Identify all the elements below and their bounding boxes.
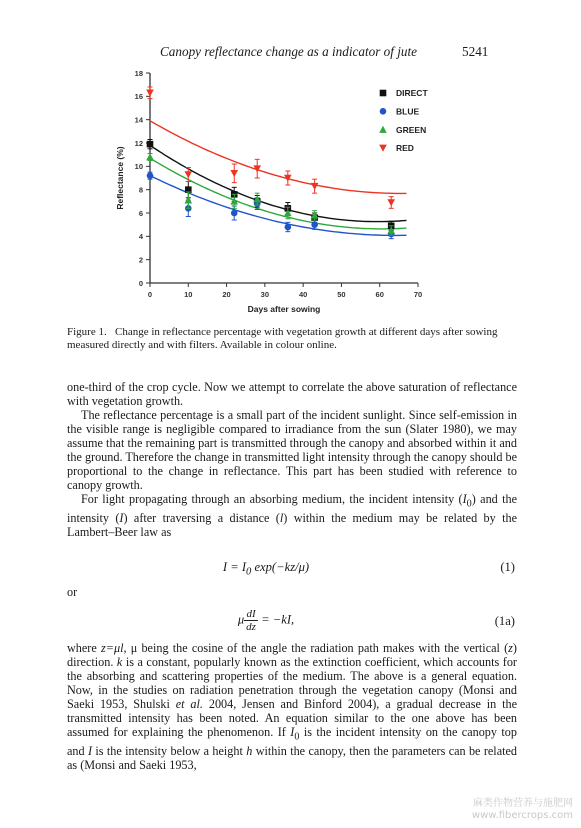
data-point-red: [230, 170, 238, 177]
y-tick-label: 18: [134, 68, 143, 78]
data-point-blue: [285, 224, 292, 231]
x-tick-label: 40: [298, 290, 308, 299]
figure-label: Figure 1.: [67, 326, 107, 338]
paragraph-1: one-third of the crop cycle. Now we attempt to correlate the above saturation of reflectance with vegetation growth.: [67, 380, 517, 408]
legend-label-direct: DIRECT: [396, 88, 428, 99]
x-tick-label: 70: [413, 290, 423, 299]
x-tick-label: 50: [337, 290, 346, 299]
data-point-green: [146, 153, 154, 160]
legend-label-green: GREEN: [396, 124, 427, 135]
x-axis-label: Days after sowing: [247, 304, 321, 314]
equation-1a: μ $\frac{dI}{dz}$ = −kI, (1a): [237, 608, 515, 633]
legend-marker-red: [379, 145, 387, 152]
x-tick-label: 60: [375, 290, 384, 299]
equation-1: $I = I_0$ exp(−kz/μ) (1): [222, 560, 515, 578]
legend-marker-direct: [380, 90, 387, 97]
legend-marker-blue: [380, 108, 387, 115]
data-point-blue: [147, 172, 154, 179]
figure-caption: [67, 326, 515, 352]
x-tick-label: 20: [222, 290, 231, 299]
watermark: 麻类作物营养与施肥网 www.fibercrops.com: [471, 798, 573, 821]
x-tick-label: 10: [184, 290, 193, 299]
data-point-direct: [147, 141, 154, 148]
data-point-blue: [231, 210, 238, 217]
data-point-red: [311, 183, 319, 190]
y-tick-label: 12: [134, 138, 143, 148]
y-tick-label: 14: [134, 115, 143, 125]
paragraph-2: The reflectance percentage is a small part of the incident sunlight. Since self-emission in the visible range is negligible compared to irradiance from the sun (Slater 1980), we may assume that the remaining part is transmitted through the canopy and absorbed within it and the ground. Therefore the change in transmitted light intensity through the canopy should be proportional to the change in reflectance. This part has been studied with reference to canopy growth.: [67, 408, 517, 492]
x-tick-label: 30: [260, 290, 270, 299]
paragraph-4: where z=μl, μ being the cosine of the angle the radiation path makes with the vertical (z) direction. k is a constant, popularly known as the extinction coefficient, which accounts for the absorbing and scattering properties of the medium. The above is a general equation. Now, in the studies on radiation penetration through the vegetation canopy (Monsi and Saeki 1953, Shulski et al. 2004, Jensen and Binford 2004), a gradual decrease in the transmitted intensity has been noted. An equation similar to the one above has been assumed for explaining the phenomenon. If $I_0$ is the incident intensity on the canopy top and I is the intensity below a height h within the canopy, then the parameters can be related as (Monsi and Saeki 1953,: [67, 641, 518, 773]
legend-marker-green: [379, 126, 387, 133]
page-number: 5241: [462, 44, 489, 59]
body-block-2: [67, 641, 517, 772]
data-point-red: [184, 171, 192, 178]
data-point-blue: [311, 221, 318, 228]
word-or: or: [67, 585, 78, 599]
y-tick-label: 6: [138, 208, 143, 218]
y-tick-label: 8: [138, 185, 143, 195]
legend-label-blue: BLUE: [396, 106, 420, 117]
y-tick-label: 16: [134, 92, 143, 102]
equation-1a-number: (1a): [494, 614, 515, 628]
running-title: Canopy reflectance change as a indicator of jute: [160, 44, 417, 59]
data-point-red: [387, 199, 395, 206]
paragraph-3: For light propagating through an absorbing medium, the incident intensity $(I_0)$ and the intensity (I) after traversing a distance (l) within the medium may be related by the Lambert–Beer law as: [67, 492, 518, 540]
reflectance-chart: [0, 0, 581, 330]
y-tick-label: 0: [138, 278, 143, 288]
body-block-1: [67, 380, 517, 539]
data-point-red: [146, 90, 154, 97]
y-tick-label: 10: [134, 162, 143, 172]
legend-label-red: RED: [396, 143, 414, 154]
y-tick-label: 2: [138, 255, 143, 265]
data-point-green: [184, 196, 192, 203]
y-tick-label: 4: [138, 232, 143, 242]
equation-1-number: (1): [500, 560, 515, 574]
y-axis-label: Reflectance (%): [115, 146, 125, 210]
figure-caption-text: Change in reflectance percentage with vegetation growth at different days after sowing measured directly and with filters. Available in colour online.: [67, 326, 498, 351]
x-tick-label: 0: [147, 290, 153, 299]
